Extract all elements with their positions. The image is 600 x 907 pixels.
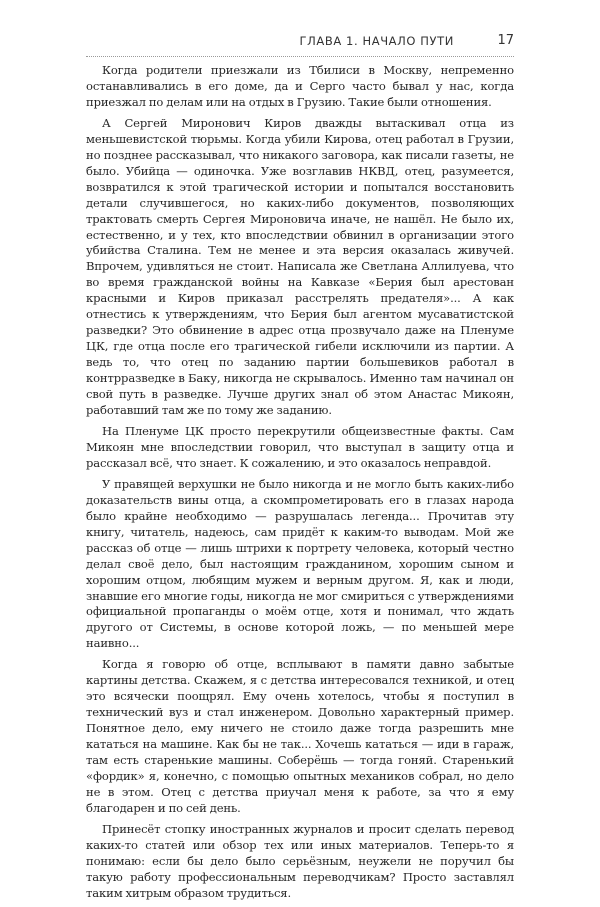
- book-page: [86, 0, 514, 900]
- chapter-title: ГЛАВА 1. НАЧАЛО ПУТИ: [299, 34, 454, 48]
- paragraph: А Сергей Миронович Киров дважды вытаскивал отца из меньшевистской тюрьмы. Когда убили Кирова, отец работал в Грузии, но позднее рассказывал, что никакого заговора, как писали газеты, не было. Убийца — одиночка. Уже возглавив НКВД, отец, разумеется, возвратился к этой трагической истории и попытался восстановить детали случившегося, но каких-либо документов, позволяющих трактовать смерть Сергея Мироновича иначе, не нашёл. Не было их, естественно, и у тех, кто впоследствии обвинил в организации этого убийства Сталина. Тем не менее и эта версия оказалась живучей. Впрочем, удивляться не стоит. Написала же Светлана Аллилуева, что во время гражданской войны на Кавказе «Берия был арестован красными и Киров приказал расстрелять предателя»... А как отнестись к утверждениям, что Берия был агентом мусаватистской разведки? Это обвинение в адрес отца прозвучало даже на Пленуме ЦК, где отца после его трагической гибели исключили из партии. А ведь то, что отец по заданию партии большевиков работал в контрразведке в Баку, никогда не скрывалось. Именно там начинал он свой путь в разведке. Лучше других знал об этом Анастас Микоян, работавший там же по тому же заданию.: [86, 115, 514, 418]
- header-divider: [86, 56, 514, 57]
- paragraph: На Пленуме ЦК просто перекрутили общеизвестные факты. Сам Микоян мне впоследствии говорил, что выступал в защиту отца и рассказал всё, что знает. К сожалению, и это оказалось неправдой.: [86, 423, 514, 470]
- paragraph: Принесёт стопку иностранных журналов и просит сделать перевод каких-то статей или обзор тех или иных материалов. Теперь-то я понимаю: если бы дело было серьёзным, неужели не поручил бы такую работу профессиональным переводчикам? Просто заставлял таким хитрым образом трудиться.: [86, 821, 514, 900]
- page-number: 17: [497, 33, 514, 48]
- paragraph: Когда родители приезжали из Тбилиси в Москву, непременно останавливались в его доме, да и Серго часто бывал у нас, когда приезжал по делам или на отдых в Грузию. Такие были отношения.: [86, 63, 514, 109]
- body-text: [86, 63, 514, 907]
- running-head: [86, 34, 514, 52]
- paragraph: Когда я говорю об отце, всплывают в памяти давно забытые картины детства. Скажем, я с детства интересовался техникой, и отец это всячески поощрял. Ему очень хотелось, чтобы я поступил в технический вуз и стал инженером. Довольно характерный пример. Понятное дело, ему ничего не стоило даже тогда разрешить мне кататься на машине. Как бы не так... Хочешь кататься — иди в гараж, там есть старенькие машины. Соберёшь — тогда гоняй. Старенький «фордик» я, конечно, с помощью опытных механиков собрал, но дело не в этом. Отец с детства приучал меня к работе, за что я ему благодарен и по сей день.: [86, 657, 514, 815]
- paragraph: У правящей верхушки не было никогда и не могло быть каких-либо доказательств вины отца, а скомпрометировать его в глазах народа было крайне необходимо — разрушалась легенда... Прочитав эту книгу, читатель, надеюсь, сам придёт к каким-то выводам. Мой же рассказ об отце — лишь штрихи к портрету человека, который честно делал своё дело, был настоящим гражданином, хорошим сыном и хорошим отцом, любящим мужем и верным другом. Я, как и люди, знавшие его многие годы, никогда не мог смириться с утверждениями официальной пропаганды о моём отце, хотя и понимал, что ждать другого от Системы, в основе которой ложь, — по меньшей мере наивно...: [86, 476, 514, 651]
